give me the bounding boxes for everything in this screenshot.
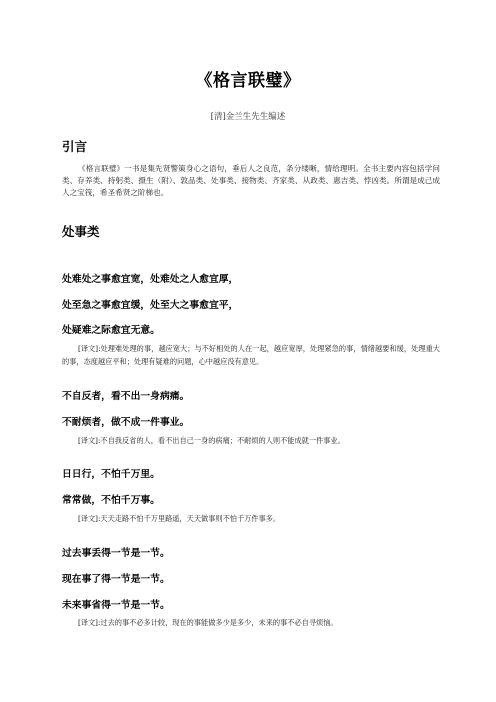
translation-note: [译文]:处理难处理的事，越应宽大；与不好相处的人在一起，越应宽厚，处理紧急的事，情绪越要和缓，处理重大的事，态度越应平和；处理有疑难的问题，心中越应没有意见。 <box>62 344 440 366</box>
maxim-line: 现在事了得一节是一节。 <box>62 574 170 585</box>
translation-note: [译文]:不自我反省的人，看不出自己一身的病痛；不耐烦的人则不能成就一件事业。 <box>78 436 345 445</box>
maxim-line: 处难处之事愈宜宽，处难处之人愈宜厚， <box>62 274 239 285</box>
intro-paragraph: 《格言联璧》一书是集先贤警策身心之语句，垂后人之良范，条分缕晰，情给理明。全书主要内容包括学问类、存养类、持躬类、摄生（附）、敦品类、处事类、接物类、齐家类、从政类、惠吉类、悖凶类。所谓是成己成人之宝筏，希圣希贤之阶梯也。 <box>62 164 440 197</box>
section-heading: 处事类 <box>62 224 100 239</box>
translation-note: [译文]:天天走路不怕千万里路遥，天天做事则不怕千万件事多。 <box>78 514 281 523</box>
maxim-line: 处疑难之际愈宜无意。 <box>62 325 160 336</box>
maxim-line: 不自反者，看不出一身病痛。 <box>62 391 190 402</box>
page-title: 《格言联璧》 <box>195 71 301 91</box>
author-line: [清]金兰生先生编述 <box>210 112 286 122</box>
maxim-line: 常常做，不怕千万事。 <box>62 495 160 506</box>
translation-note: [译文]:过去的事不必多计较，现在的事能做多少是多少，未来的事不必自寻烦恼。 <box>78 618 338 627</box>
maxim-line: 过去事丢得一节是一节。 <box>62 548 170 559</box>
maxim-line: 日日行，不怕千万里。 <box>62 469 160 480</box>
maxim-line: 未来事省得一节是一节。 <box>62 600 170 611</box>
maxim-line: 处至急之事愈宜缓，处至大之事愈宜平， <box>62 300 239 311</box>
intro-heading: 引言 <box>62 139 88 154</box>
maxim-line: 不耐烦者，做不成一件事业。 <box>62 417 190 428</box>
